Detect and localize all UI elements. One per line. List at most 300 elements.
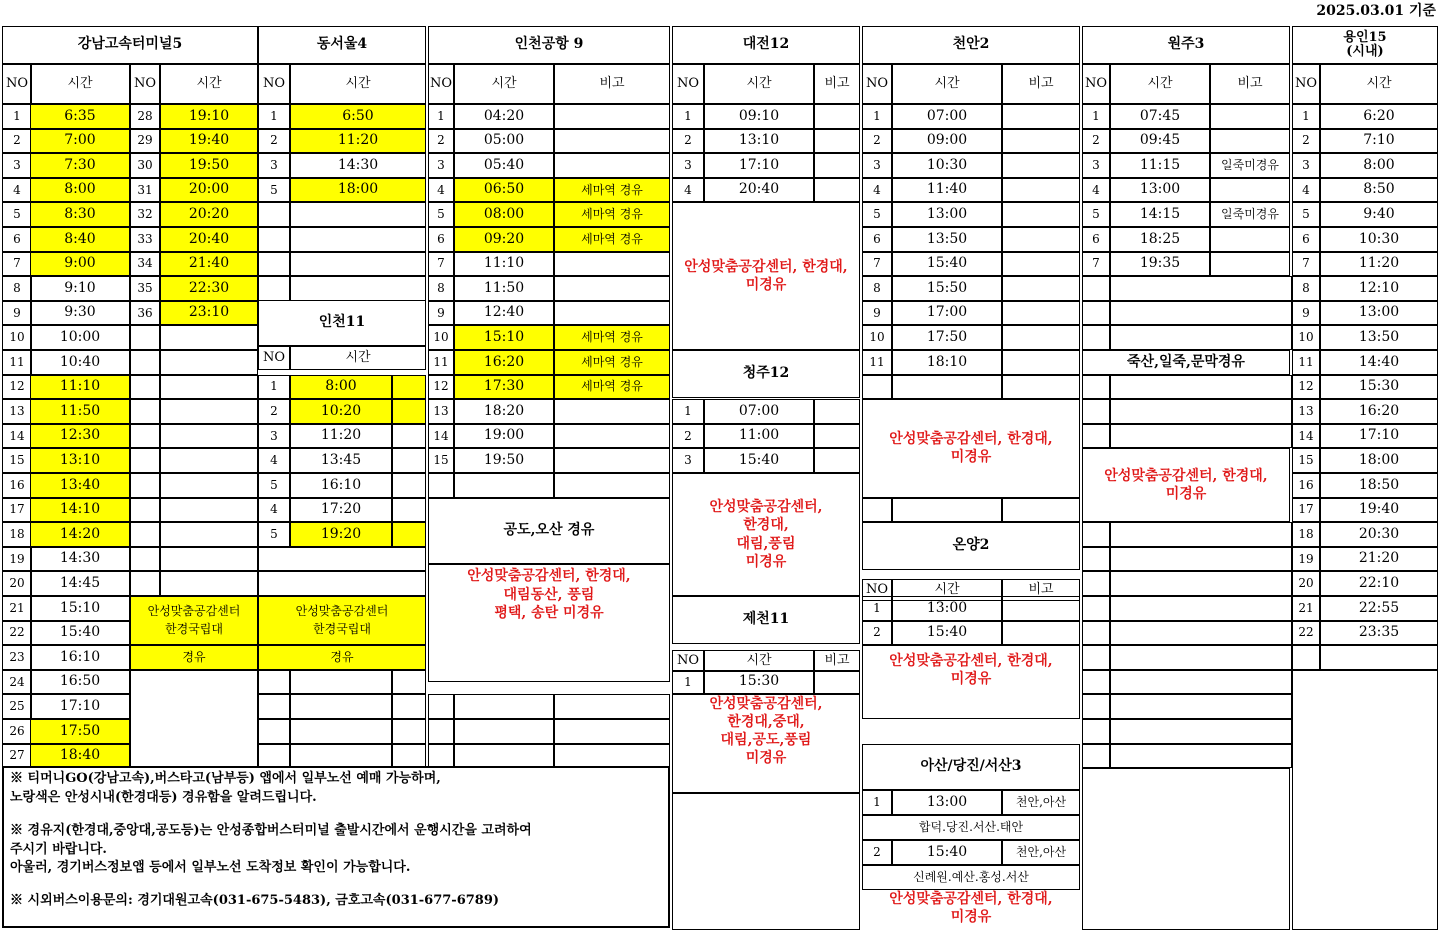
remark-cell (1002, 153, 1080, 178)
empty-cell (428, 473, 454, 498)
departure-time: 12:40 (454, 301, 554, 326)
departure-time: 8:40 (30, 227, 130, 252)
row-number: 2 (2, 129, 32, 154)
departure-time: 14:20 (30, 522, 130, 547)
empty-cell (258, 694, 290, 719)
row-number: 11 (2, 350, 32, 375)
remark-cell (392, 448, 426, 473)
departure-time: 09:00 (892, 129, 1002, 154)
row-number: 28 (130, 104, 160, 129)
row-number: 15 (1292, 448, 1320, 473)
jecheon-header-no: NO (672, 650, 704, 672)
airport-header-remark: 비고 (554, 64, 670, 104)
remark-cell (814, 104, 860, 129)
row-number: 11 (862, 350, 892, 375)
empty-cell (1082, 276, 1110, 301)
departure-time: 11:20 (290, 424, 392, 449)
empty-cell (130, 448, 160, 473)
departure-time: 13:40 (30, 473, 130, 498)
empty-cell (1082, 596, 1110, 621)
remark-cell (392, 522, 426, 547)
departure-time: 13:10 (704, 129, 814, 154)
departure-time: 6:20 (1320, 104, 1438, 129)
row-number: 4 (1292, 178, 1320, 203)
departure-time: 13:00 (892, 202, 1002, 227)
remark-cell (392, 375, 426, 400)
departure-time: 13:10 (30, 448, 130, 473)
onyang-header-time: 시간 (892, 579, 1002, 601)
row-number: 13 (428, 399, 454, 424)
empty-cell (160, 375, 258, 400)
remark-cell: 세마역 경유 (554, 350, 670, 375)
row-number: 15 (2, 448, 32, 473)
empty-cell (290, 252, 426, 277)
gangnam-header-no2: NO (130, 64, 160, 104)
empty-cell (130, 399, 160, 424)
departure-time: 05:00 (454, 129, 554, 154)
row-number: 1 (428, 104, 454, 129)
row-number: 3 (862, 153, 892, 178)
remark-cell (1210, 227, 1290, 252)
remark-cell (554, 104, 670, 129)
route-title-onyang: 온양2 (862, 522, 1080, 570)
row-number: 9 (862, 301, 892, 326)
departure-time: 14:45 (30, 571, 130, 596)
route-title-asan: 아산/당진/서산3 (862, 744, 1080, 790)
row-number: 12 (1292, 375, 1320, 400)
row-number: 1 (672, 104, 704, 129)
remark-cell (1210, 104, 1290, 129)
route-title-cheongju: 청주12 (672, 350, 860, 398)
empty-cell (160, 399, 258, 424)
gangnam-header-no: NO (2, 64, 32, 104)
remark-cell (554, 129, 670, 154)
departure-time: 10:30 (1320, 227, 1438, 252)
wonju-header-no: NO (1082, 64, 1110, 104)
footer-note-2: ※ 경유지(한경대,중앙대,공도등)는 안성종합버스터미널 출발시간에서 운행시간을 고려하여 주시기 바랍니다. 아울러, 경기버스정보앱 등에서 일부노선 도착정보 확인이 가능합니다. (10, 822, 532, 876)
departure-time: 16:10 (30, 645, 130, 670)
footer-notes (2, 766, 670, 928)
departure-time: 8:00 (30, 178, 130, 203)
empty-cell (160, 424, 258, 449)
departure-time: 13:50 (892, 227, 1002, 252)
departure-time: 09:20 (454, 227, 554, 252)
row-number: 14 (1292, 424, 1320, 449)
remark-cell (554, 153, 670, 178)
empty-cell (258, 670, 290, 695)
departure-time: 17:10 (1320, 424, 1438, 449)
empty-cell (1082, 375, 1110, 400)
departure-time: 15:40 (892, 621, 1002, 646)
empty-cell (1110, 719, 1292, 744)
departure-time: 8:00 (1320, 153, 1438, 178)
departure-time: 15:40 (30, 621, 130, 646)
gangnam-header-time: 시간 (30, 64, 130, 104)
gangnam-via-label: 안성맞춤공감센터 한경국립대 (130, 596, 258, 645)
remark-cell (1210, 252, 1290, 277)
departure-time: 18:50 (1320, 473, 1438, 498)
jecheon-header-remark: 비고 (814, 650, 860, 672)
empty-cell (1082, 694, 1110, 719)
departure-time: 9:40 (1320, 202, 1438, 227)
row-number: 16 (2, 473, 32, 498)
remark-cell (814, 424, 860, 449)
departure-time: 7:00 (30, 129, 130, 154)
empty-cell (454, 473, 554, 498)
empty-cell (290, 276, 426, 301)
remark-cell (1002, 129, 1080, 154)
departure-time: 21:40 (160, 252, 258, 277)
row-number: 5 (258, 178, 290, 203)
airport-via: 공도,오산 경유 (428, 498, 670, 564)
footer-note-3: ※ 시외버스이용문의: 경기대원고속(031-675-5483), 금호고속(031-677-6789) (10, 893, 500, 909)
row-number: 4 (1082, 178, 1110, 203)
row-number: 14 (428, 424, 454, 449)
departure-time: 10:40 (30, 350, 130, 375)
departure-time: 19:50 (454, 448, 554, 473)
empty-cell (1110, 694, 1292, 719)
empty-cell (160, 547, 258, 572)
row-number: 2 (672, 129, 704, 154)
row-number: 34 (130, 252, 160, 277)
empty-cell (290, 670, 392, 695)
empty-cell (862, 498, 892, 523)
departure-time: 11:50 (30, 399, 130, 424)
departure-time: 12:10 (1320, 276, 1438, 301)
empty-cell (1110, 596, 1292, 621)
departure-time: 9:10 (30, 276, 130, 301)
row-number: 5 (1292, 202, 1320, 227)
departure-time: 16:20 (454, 350, 554, 375)
empty-cell (1110, 424, 1292, 449)
departure-time: 16:20 (1320, 399, 1438, 424)
empty-cell (290, 694, 392, 719)
row-number: 20 (2, 571, 32, 596)
row-number: 9 (428, 301, 454, 326)
departure-time: 8:30 (30, 202, 130, 227)
departure-time: 11:50 (454, 276, 554, 301)
empty-cell (392, 694, 426, 719)
empty-cell (1110, 325, 1292, 350)
remark-cell (1002, 325, 1080, 350)
row-number: 9 (2, 301, 32, 326)
empty-cell (1082, 744, 1110, 769)
departure-time: 12:30 (30, 424, 130, 449)
route-title-cheonan: 천안2 (862, 26, 1080, 64)
onyang-header-no: NO (862, 579, 892, 601)
remark-cell: 일죽미경유 (1210, 153, 1290, 178)
departure-time: 11:00 (704, 424, 814, 449)
empty-cell (554, 744, 670, 769)
wonju-header-time: 시간 (1110, 64, 1210, 104)
departure-time: 19:10 (160, 104, 258, 129)
remark-cell (1002, 178, 1080, 203)
route-title-incheon: 인천11 (258, 300, 426, 346)
empty-cell (1110, 522, 1292, 547)
row-number: 14 (2, 424, 32, 449)
departure-time: 22:55 (1320, 596, 1438, 621)
empty-cell (428, 744, 454, 769)
remark-cell (1002, 350, 1080, 375)
row-number: 35 (130, 276, 160, 301)
departure-time: 7:10 (1320, 129, 1438, 154)
empty-cell (130, 571, 160, 596)
row-number: 6 (862, 227, 892, 252)
departure-time: 11:20 (1320, 252, 1438, 277)
row-number: 4 (862, 178, 892, 203)
remark-cell (1002, 104, 1080, 129)
cheonan-note: 안성맞춤공감센터, 한경대, 미경유 (889, 431, 1053, 466)
row-number: 5 (258, 522, 290, 547)
row-number: 20 (1292, 571, 1320, 596)
row-number: 12 (428, 375, 454, 400)
empty-cell (130, 325, 160, 350)
departure-time: 20:40 (704, 178, 814, 203)
departure-time: 14:30 (290, 153, 426, 178)
departure-time: 06:50 (454, 178, 554, 203)
wonju-note: 안성맞춤공감센터, 한경대, 미경유 (1104, 468, 1268, 503)
row-number: 11 (1292, 350, 1320, 375)
empty-cell (290, 202, 426, 227)
empty-cell (258, 276, 290, 301)
row-number: 3 (428, 153, 454, 178)
remark-cell (1002, 596, 1080, 621)
departure-time: 16:50 (30, 670, 130, 695)
departure-time: 07:00 (892, 104, 1002, 129)
remark-cell (1002, 227, 1080, 252)
empty-cell (290, 744, 392, 769)
departure-time: 17:20 (290, 498, 392, 523)
daejeon-note: 안성맞춤공감센터, 한경대, 미경유 (684, 259, 848, 294)
empty-cell (1110, 744, 1292, 769)
departure-time: 13:50 (1320, 325, 1438, 350)
row-number: 7 (1292, 252, 1320, 277)
departure-time: 10:20 (290, 399, 392, 424)
empty-cell (1002, 375, 1080, 400)
departure-time: 11:15 (1110, 153, 1210, 178)
row-number: 29 (130, 129, 160, 154)
departure-time: 15:30 (704, 670, 814, 695)
empty-cell (160, 473, 258, 498)
remark-cell (392, 399, 426, 424)
row-number: 30 (130, 153, 160, 178)
empty-cell (1082, 301, 1110, 326)
cheonan-header-remark: 비고 (1002, 64, 1080, 104)
remark-cell (1210, 129, 1290, 154)
row-number: 2 (1082, 129, 1110, 154)
route-title-airport: 인천공항 9 (428, 26, 670, 64)
empty-cell (392, 744, 426, 769)
row-number: 4 (258, 498, 290, 523)
departure-time: 19:35 (1110, 252, 1210, 277)
empty-cell (1082, 522, 1110, 547)
remark-cell (554, 424, 670, 449)
departure-time: 11:10 (454, 252, 554, 277)
remark-cell: 일죽미경유 (1210, 202, 1290, 227)
departure-time: 21:20 (1320, 547, 1438, 572)
empty-cell (1082, 645, 1110, 670)
empty-cell (428, 694, 454, 719)
empty-cell (130, 473, 160, 498)
row-number: 13 (1292, 399, 1320, 424)
row-number: 1 (862, 790, 892, 815)
empty-cell (290, 227, 426, 252)
row-number: 7 (862, 252, 892, 277)
row-number: 6 (1082, 227, 1110, 252)
row-number: 3 (672, 153, 704, 178)
empty-cell (428, 719, 454, 744)
departure-time: 20:30 (1320, 522, 1438, 547)
row-number: 3 (1082, 153, 1110, 178)
departure-time: 20:40 (160, 227, 258, 252)
empty-cell (1002, 498, 1080, 523)
departure-time: 19:50 (160, 153, 258, 178)
empty-cell (1110, 670, 1292, 695)
remark-cell (554, 448, 670, 473)
departure-time: 23:35 (1320, 621, 1438, 646)
row-number: 21 (2, 596, 32, 621)
departure-time: 15:40 (704, 448, 814, 473)
departure-time: 15:10 (30, 596, 130, 621)
remark-cell (392, 498, 426, 523)
empty-cell (892, 375, 1002, 400)
incheon-header-time: 시간 (290, 346, 426, 370)
departure-time: 14:30 (30, 547, 130, 572)
departure-time: 8:00 (290, 375, 392, 400)
empty-cell (454, 744, 554, 769)
dongseoul-header-time: 시간 (290, 64, 426, 104)
departure-time: 14:15 (1110, 202, 1210, 227)
empty-cell (1292, 645, 1320, 670)
departure-time: 6:35 (30, 104, 130, 129)
row-number: 22 (1292, 621, 1320, 646)
departure-time: 13:00 (1110, 178, 1210, 203)
row-number: 23 (2, 645, 32, 670)
row-number: 15 (428, 448, 454, 473)
empty-cell (290, 719, 392, 744)
row-number: 2 (672, 424, 704, 449)
empty-cell (130, 498, 160, 523)
departure-time: 17:10 (704, 153, 814, 178)
empty-cell (1082, 670, 1110, 695)
row-number: 1 (1082, 104, 1110, 129)
jecheon-note: 안성맞춤공감센터, 한경대,중대, 대림,공도,풍림 미경유 (709, 695, 823, 767)
row-number: 1 (862, 596, 892, 621)
via-stops: 신례원.예산.홍성.서산 (862, 865, 1080, 890)
empty-cell (1082, 547, 1110, 572)
remark-cell (554, 276, 670, 301)
remark-cell: 천안,아산 (1002, 790, 1080, 815)
empty-cell (554, 719, 670, 744)
departure-time: 08:00 (454, 202, 554, 227)
yongin-header-time: 시간 (1320, 64, 1438, 104)
via-stops: 합덕.당진.서산.태안 (862, 815, 1080, 840)
dongseoul-header-no: NO (258, 64, 290, 104)
airport-note: 안성맞춤공감센터, 한경대, 대림동산, 풍림 평택, 송탄 미경유 (467, 568, 631, 621)
departure-time: 09:10 (704, 104, 814, 129)
row-number: 9 (1292, 301, 1320, 326)
row-number: 6 (428, 227, 454, 252)
daejeon-header-remark: 비고 (814, 64, 860, 104)
departure-time: 7:30 (30, 153, 130, 178)
departure-time: 17:30 (454, 375, 554, 400)
departure-time: 20:20 (160, 202, 258, 227)
row-number: 5 (428, 202, 454, 227)
empty-cell (130, 375, 160, 400)
remark-cell (814, 153, 860, 178)
empty-cell (392, 670, 426, 695)
empty-cell (1082, 571, 1110, 596)
empty-cell (160, 325, 258, 350)
remark-cell (1210, 178, 1290, 203)
empty-cell (1082, 768, 1290, 930)
row-number: 2 (862, 129, 892, 154)
departure-time: 10:00 (30, 325, 130, 350)
departure-time: 6:50 (290, 104, 426, 129)
empty-cell (258, 202, 290, 227)
empty-cell (554, 694, 670, 719)
empty-cell (554, 473, 670, 498)
row-number: 5 (1082, 202, 1110, 227)
empty-cell (672, 793, 860, 930)
yongin-header-no: NO (1292, 64, 1320, 104)
route-title-jecheon: 제천11 (672, 596, 860, 644)
date-label: 2025.03.01 기준 (1316, 3, 1436, 20)
empty-cell (258, 227, 290, 252)
remark-cell (1002, 202, 1080, 227)
empty-cell (1320, 645, 1438, 670)
empty-cell (160, 350, 258, 375)
row-number: 4 (258, 448, 290, 473)
departure-time: 18:00 (1320, 448, 1438, 473)
row-number: 3 (2, 153, 32, 178)
empty-cell (1292, 670, 1438, 930)
cheongju-note: 안성맞춤공감센터, 한경대, 대림,풍림 미경유 (709, 499, 823, 570)
row-number: 25 (2, 694, 32, 719)
remark-cell (554, 301, 670, 326)
row-number: 22 (2, 621, 32, 646)
row-number: 27 (2, 744, 32, 769)
row-number: 11 (428, 350, 454, 375)
empty-cell (1110, 399, 1292, 424)
footer-note-1: ※ 티머니GO(강남고속),버스타고(남부등) 앱에서 일부노선 예매 가능하며, 노랑색은 안성시내(한경대등) 경유함을 알려드립니다. (10, 771, 441, 805)
empty-cell (160, 571, 258, 596)
row-number: 10 (2, 325, 32, 350)
departure-time: 22:30 (160, 276, 258, 301)
row-number: 8 (428, 276, 454, 301)
departure-time: 14:10 (30, 498, 130, 523)
departure-time: 07:00 (704, 399, 814, 424)
departure-time: 15:40 (892, 840, 1002, 865)
empty-cell (1082, 325, 1110, 350)
remark-cell (814, 399, 860, 424)
remark-cell (392, 424, 426, 449)
asan-note: 안성맞춤공감센터, 한경대, 미경유 (889, 890, 1053, 925)
row-number: 13 (2, 399, 32, 424)
departure-time: 11:40 (892, 178, 1002, 203)
gangnam-via-suffix: 경유 (130, 645, 258, 670)
incheon-via-suffix: 경유 (258, 645, 426, 670)
row-number: 10 (862, 325, 892, 350)
onyang-note: 안성맞춤공감센터, 한경대, 미경유 (889, 652, 1053, 687)
row-number: 1 (862, 104, 892, 129)
departure-time: 9:00 (30, 252, 130, 277)
route-title-dongseoul: 동서울4 (258, 26, 426, 64)
row-number: 4 (2, 178, 32, 203)
row-number: 5 (2, 202, 32, 227)
remark-cell (814, 129, 860, 154)
row-number: 32 (130, 202, 160, 227)
